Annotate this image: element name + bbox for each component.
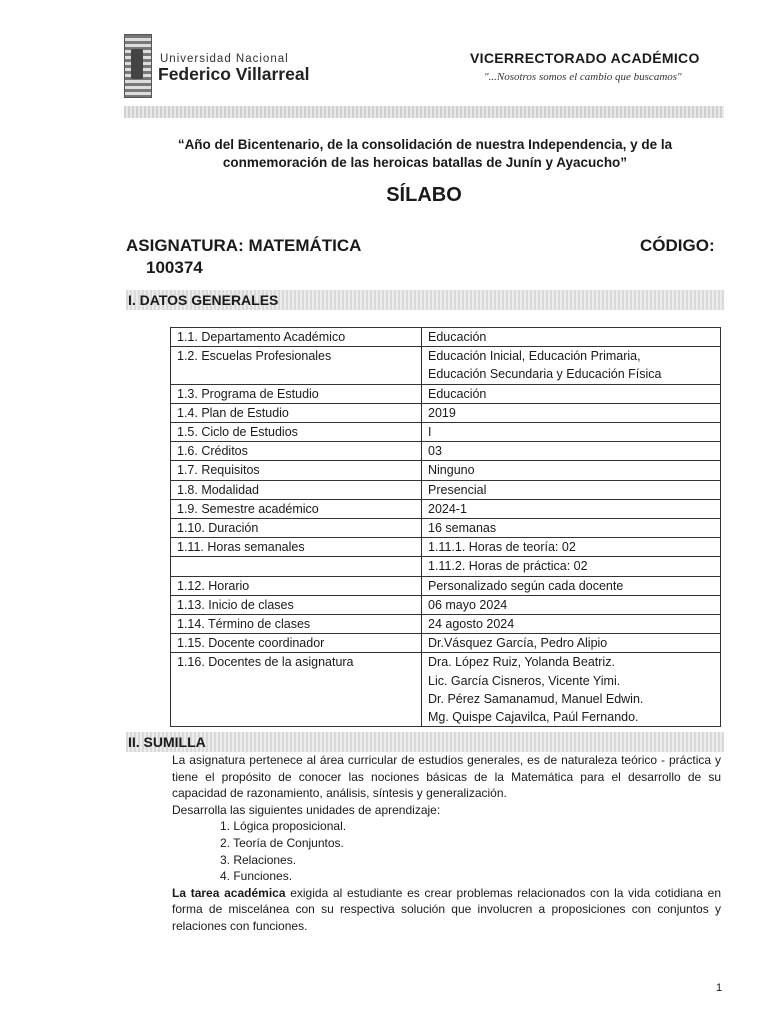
table-row (171, 499, 721, 518)
section-title: I. DATOS GENERALES (128, 292, 279, 308)
field-value (422, 461, 721, 480)
field-label: 1.5. Ciclo de Estudios (171, 423, 422, 442)
year-title (140, 136, 710, 172)
field-value (422, 403, 721, 422)
office-title: VICERRECTORADO ACADÉMICO (470, 50, 700, 66)
field-label: 1.11. Horas semanales (171, 538, 422, 557)
academic-task-text: exigida al estudiante es crear problemas relacionados con la vida cotidiana en forma de miscelánea con su respectiva solución que involucren a proposiciones con conjuntos y relaciones con funciones. (172, 885, 721, 933)
units-intro: Desarrolla las siguientes unidades de aprendizaje: (172, 802, 441, 817)
field-value (422, 634, 721, 653)
table-row (171, 384, 721, 403)
table-row (171, 461, 721, 480)
field-value (422, 595, 721, 614)
field-value (422, 347, 721, 384)
table-row (171, 403, 721, 422)
course-code-label: CÓDIGO: (640, 236, 715, 255)
list-item: 1. Lógica proposicional. (220, 819, 347, 834)
field-value (422, 519, 721, 538)
field-value-line: 24 agosto 2024 (428, 617, 515, 632)
university-name: Federico Villarreal (158, 64, 310, 84)
field-value-line: Presencial (428, 482, 487, 497)
motto: "...Nosotros somos el cambio que buscamos" (484, 71, 682, 83)
table-row (171, 538, 721, 557)
field-value (422, 480, 721, 499)
sumilla-paragraph: La asignatura pertenece al área curricular de estudios generales, es de naturaleza teórico - práctica y tiene el propósito de conocer las nociones básicas de la Matemática para el desarrollo de su capacidad de razonamiento, análisis, síntesis y generalización. (172, 753, 721, 801)
field-value (422, 557, 721, 576)
table-row (171, 480, 721, 499)
table-row (171, 519, 721, 538)
university-logo (124, 34, 152, 98)
field-label: 1.2. Escuelas Profesionales (171, 347, 422, 384)
field-label: 1.6. Créditos (171, 442, 422, 461)
field-value (422, 499, 721, 518)
table-row (171, 653, 721, 727)
field-value (422, 615, 721, 634)
field-value-line: 2019 (428, 405, 456, 420)
academic-task-label: La tarea académica (172, 885, 286, 900)
field-label: 1.4. Plan de Estudio (171, 403, 422, 422)
field-value-line: 06 mayo 2024 (428, 597, 508, 612)
field-label: 1.12. Horario (171, 576, 422, 595)
field-value (422, 423, 721, 442)
table-row (171, 595, 721, 614)
field-value-line: I (428, 425, 432, 440)
general-data-table (170, 327, 721, 727)
field-value-line: Mg. Quispe Cajavilca, Paúl Fernando. (428, 710, 639, 725)
field-value (422, 384, 721, 403)
field-value-line: Dr. Pérez Samanamud, Manuel Edwin. (428, 691, 644, 706)
field-value-line: 1.11.1. Horas de teoría: 02 (428, 540, 576, 555)
field-label (171, 557, 422, 576)
field-value-line: 16 semanas (428, 521, 497, 536)
table-row (171, 634, 721, 653)
field-label: 1.14. Término de clases (171, 615, 422, 634)
table-row (171, 347, 721, 384)
table-row (171, 423, 721, 442)
table-row (171, 615, 721, 634)
field-label: 1.8. Modalidad (171, 480, 422, 499)
field-value-line: Dr.Vásquez García, Pedro Alipio (428, 636, 608, 651)
field-value-line: Lic. García Cisneros, Vicente Yimi. (428, 673, 621, 688)
field-value-line: Educación Inicial, Educación Primaria, (428, 349, 641, 364)
field-value-line: Dra. López Ruiz, Yolanda Beatriz. (428, 655, 615, 670)
units-list (172, 818, 721, 884)
table-row (171, 576, 721, 595)
field-value-line: Educación (428, 330, 487, 344)
field-value-line: 2024-1 (428, 501, 467, 516)
section-title: II. SUMILLA (128, 734, 206, 750)
field-value (422, 328, 721, 347)
field-label: 1.9. Semestre académico (171, 499, 422, 518)
table-row (171, 442, 721, 461)
field-value-line: Educación (428, 386, 487, 401)
field-value-line: 1.11.2. Horas de práctica: 02 (428, 559, 588, 574)
year-title-line-2: conmemoración de las heroicas batallas de Junín y Ayacucho” (222, 155, 628, 170)
field-label: 1.10. Duración (171, 519, 422, 538)
field-label: 1.15. Docente coordinador (171, 634, 422, 653)
section-header-sumilla (126, 732, 724, 752)
field-value-line: 03 (428, 444, 442, 459)
page-number: 1 (716, 982, 723, 994)
field-value-line: Personalizado según cada docente (428, 578, 624, 593)
course-code-value: 100374 (146, 258, 203, 277)
header-divider (124, 106, 724, 118)
academic-task-paragraph (172, 885, 721, 935)
field-label: 1.3. Programa de Estudio (171, 384, 422, 403)
field-label: 1.7. Requisitos (171, 461, 422, 480)
university-small-label: Universidad Nacional (160, 53, 289, 65)
field-label: 1.16. Docentes de la asignatura (171, 653, 422, 727)
sumilla-body (172, 752, 721, 935)
list-item: 2. Teoría de Conjuntos. (220, 835, 344, 850)
list-item: 4. Funciones. (220, 869, 293, 884)
table-row (171, 557, 721, 576)
field-label: 1.13. Inicio de clases (171, 595, 422, 614)
year-title-line-1: “Año del Bicentenario, de la consolidación de nuestra Independencia, y de la (177, 137, 673, 152)
field-value-line: Educación Secundaria y Educación Física (428, 367, 662, 382)
field-value (422, 442, 721, 461)
list-item: 3. Relaciones. (220, 852, 297, 867)
section-header-general-data (126, 290, 724, 310)
document-title: SÍLABO (386, 184, 462, 206)
course-label: ASIGNATURA: MATEMÁTICA (126, 236, 362, 255)
field-label: 1.1. Departamento Académico (171, 328, 422, 347)
field-value-line: Ninguno (428, 463, 475, 478)
field-value (422, 576, 721, 595)
table-row (171, 328, 721, 347)
field-value (422, 538, 721, 557)
field-value (422, 653, 721, 727)
